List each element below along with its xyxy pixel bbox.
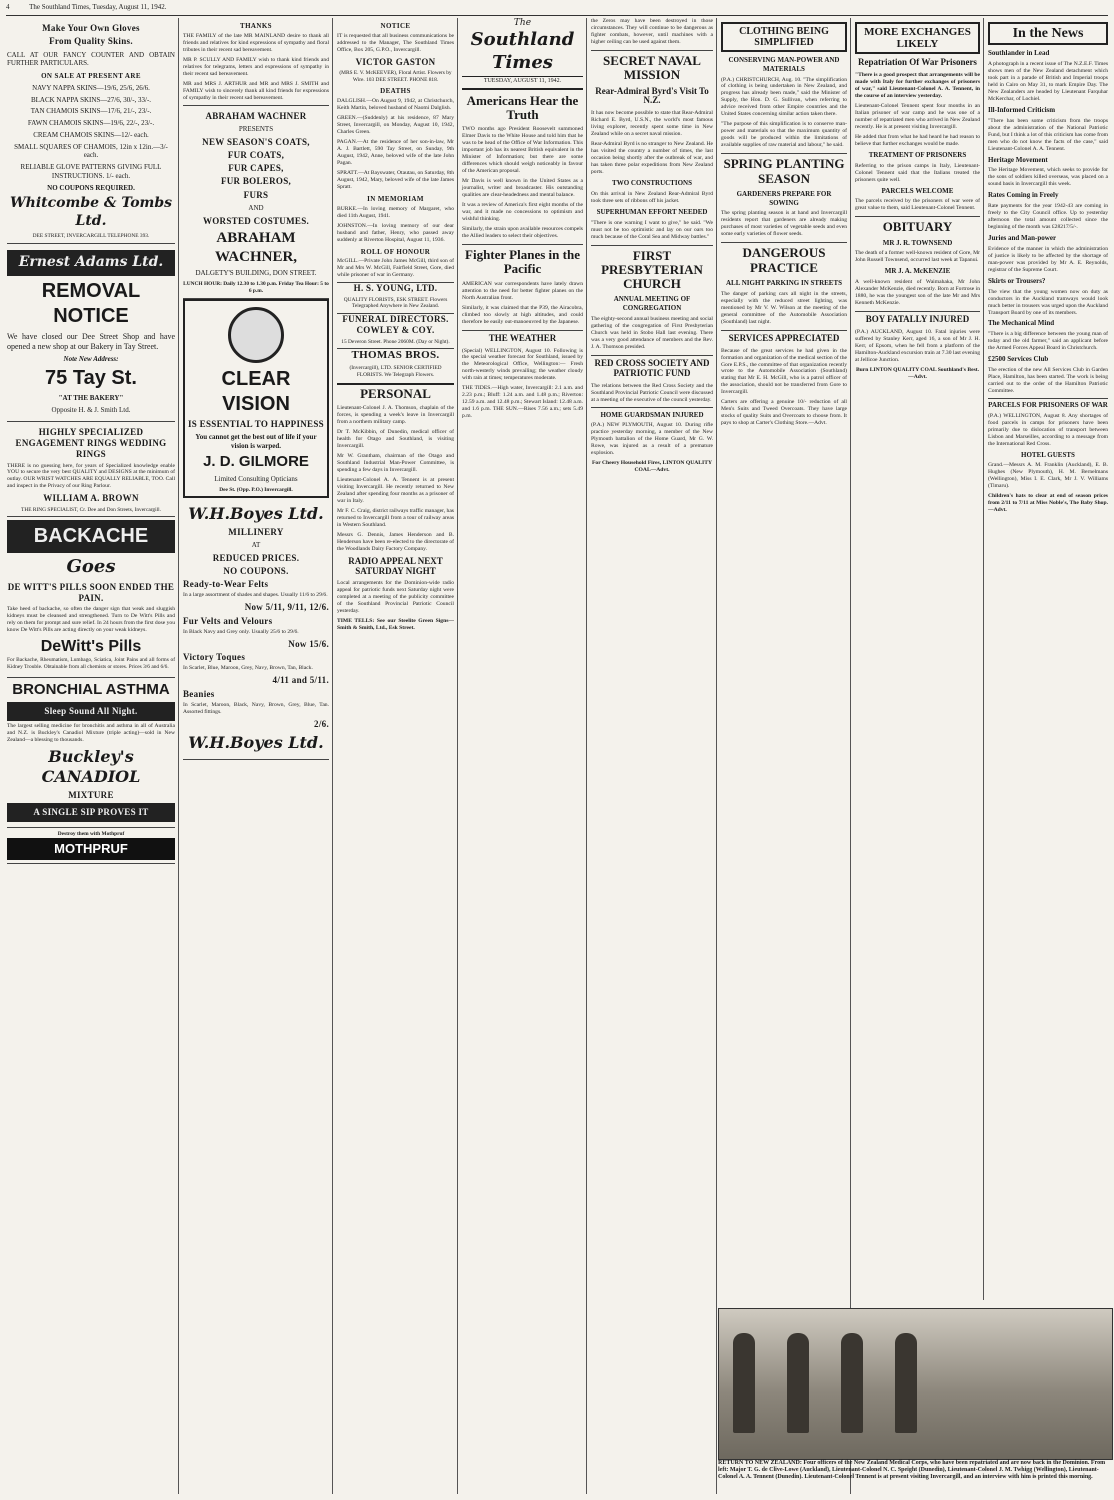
deaths-heading: DEATHS (380, 87, 411, 96)
essential-line: IS ESSENTIAL TO HAPPINESS (188, 418, 324, 429)
notice-body: IT is requested that all business communications be addressed to the Manager, The Southland Times Office, Box 205, G.P.O., Invercargill. (337, 32, 454, 53)
spring-planting-headline: SPRING PLANTING SEASON (721, 153, 847, 186)
home-guard-headline: HOME GUARDSMAN INJURED (591, 407, 713, 420)
folio-line (6, 3, 1108, 16)
whitcombe-tombs-address: DEE STREET, INVERCARGILL TELEPHONE 393. (32, 233, 150, 240)
presbyterian-subheadline: ANNUAL MEETING OF CONGREGATION (613, 295, 691, 313)
rings-headline: HIGHLY SPECIALIZED ENGAGEMENT RINGS WEDDING RINGS (15, 426, 167, 460)
dangerous-practice-headline: DANGEROUS PRACTICE (721, 242, 847, 275)
page-number: 4 (6, 3, 10, 11)
beanies-body: In Scarlet, Maroon, Black, Navy, Brown, Grey, Blue, Tan. Assorted fittings. (183, 701, 329, 715)
jeweller-name: WILLIAM A. BROWN (43, 493, 139, 504)
death-notice: SPRATT.—At Bayswater, Otautau, on Saturday, 8th August, 1942, Mary, beloved wife of the late James Spratt. (337, 170, 454, 191)
gilmore-name: J. D. GILMORE (203, 453, 309, 471)
radio-appeal-body: Local arrangements for the Dominion-wide radio appeal for patriotic funds next Saturday night were completed at a meeting of the publicity committee of the Southland Provincial Patriotic Council yesterday. (337, 580, 454, 615)
gilmore-address: Dee St. (Opp. P.O.) Invercargill. (219, 486, 293, 493)
parcels-welcome-heading: PARCELS WELCOME (881, 186, 954, 195)
in-the-news-heading: In the News (988, 22, 1108, 45)
boyes-logo: W.H.Boyes Ltd. (188, 503, 324, 523)
news-item-heading: Rates Coming in Freely (988, 191, 1059, 200)
two-constructions-heading: TWO CONSTRUCTIONS (612, 179, 692, 188)
thanks-notice: MR P. SCULLY AND FAMILY wish to thank kind friends and relatives for telegrams, letters and expressions of sympathy in their recent sad bereavement. (183, 56, 329, 77)
repatriation-paragraph: Lieutenant-Colonel Tennent spent four months in an Italian prisoner of war camp and he was one of a number of repatriated men who arrived in New Zealand recently. He is at present visiting Invercargill. (855, 103, 980, 130)
ernest-adams-logo: Ernest Adams Ltd. (7, 250, 175, 276)
sale-item: NAVY NAPPA SKINS—19/6, 25/6, 26/6. (32, 83, 150, 92)
velvets-heading: Fur Velts and Velours (183, 615, 273, 626)
toques-heading: Victory Toques (183, 652, 246, 663)
parcels-headline: PARCELS FOR PRISONERS OF WAR (988, 398, 1108, 410)
death-notice: DALGLISH.—On August 9, 1942, at Christchurch, Keith Martin, beloved husband of Naomi Dalglish. (337, 98, 454, 112)
reduced-prices: REDUCED PRICES. (212, 552, 300, 563)
editorial-paragraph: Mr Davis is well known in the United States as a journalist, writer and broadcaster. His outstanding qualities are clear-headedness and mental balance. (462, 178, 583, 199)
personal-item: Mr W. Grantham, chairman of the Otago and Southland Industrial Man-Power Committee, is spending a few days in Invercargill. (337, 452, 454, 473)
in-the-news-list (988, 49, 1108, 394)
sale-item: FAWN CHAMOIS SKINS—19/6, 22/-, 23/-. (27, 119, 155, 127)
editorial-headline: Americans Hear the Truth (466, 92, 579, 123)
officer-figure (895, 1333, 917, 1433)
honour-heading: ROLL OF HONOUR (360, 247, 431, 256)
sleep-sound-banner: Sleep Sound All Night. (7, 702, 175, 721)
column-2-notices (180, 18, 333, 1494)
thanks-notice: THE FAMILY of the late MR MAINLAND desire to thank all friends and relatives for kind expressions of sympathy and floral tributes in their recent sad bereavement. (183, 32, 329, 53)
masthead-date: TUESDAY, AUGUST 11, 1942. (462, 76, 583, 86)
officers-photo (718, 1308, 1113, 1460)
death-notice: GREEN.—(Suddenly) at his residence, 87 Mary Street, Invercargill, on Monday, August 10, 1942, Charles Green. (337, 115, 454, 136)
thomas-name: THOMAS BROS. (337, 348, 454, 363)
obituary-name: MR J. R. TOWNSEND (882, 238, 953, 247)
wachner-logo: ABRAHAM WACHNER, (214, 229, 298, 265)
personal-item: Messrs G. Dennis, James Henderson and B. Henderson have been re-elected to the directorate of the Woodlands Dairy Factory Company. (337, 531, 454, 552)
vision-body: You cannot get the best out of life if your vision is warped. (195, 432, 317, 450)
removal-body: We have closed our Dee Street Shop and have opened a new shop at our Bakery in Tay Street. (7, 331, 175, 351)
editorial-paragraph: TWO months ago President Roosevelt summoned Elmer Davis to the White House and told him that he was to be head of the Office of War Information. This important job has its nearest British equivalent in the Minister of Information; but there are some differences which should weigh noticeably in favour of the American proposal. (462, 126, 583, 175)
funeral-name: FUNERAL DIRECTORS. COWLEY & COY. (337, 313, 454, 337)
new-address: 75 Tay St. (45, 367, 137, 390)
jeweller-address: THE RING SPECIALIST, Cr. Dee and Don Streets, Invercargill. (21, 506, 161, 513)
two-constructions-body: On this arrival in New Zealand Rear-Admiral Byrd took three sets of ribbons off his jacket. (591, 190, 713, 204)
asthma-ad (7, 678, 175, 828)
time-tells-ad: TIME TELLS: See our Steelite Green Signs—Smith & Smith, Ltd., Esk Street. (337, 618, 454, 632)
treatment-heading: TREATMENT OF PRISONERS (868, 150, 967, 159)
spring-planting-subheadline: GARDENERS PREPARE FOR SOWING (736, 189, 832, 207)
wachner-item: WORSTED COSTUMES. (202, 215, 310, 226)
coupons-note: NO COUPONS REQUIRED. (47, 183, 135, 192)
superhuman-heading: SUPERHUMAN EFFORT NEEDED (596, 207, 708, 216)
personal-item: Lieutenant-Colonel J. A. Thomson, chaplain of the forces, is spending a week's leave in Invercargill from a northern military camp. (337, 404, 454, 425)
byrd-subheadline: Rear-Admiral Byrd's Visit To N.Z. (595, 85, 709, 106)
felts-body: In a large assortment of shades and shapes. Usually 11/6 to 29/6. (183, 592, 328, 599)
backache-heading: BACKACHE (7, 520, 175, 553)
gloves-headline: Make Your Own Gloves (42, 23, 140, 33)
editorial-paragraph: Similarly, the strain upon available resources compels the Allied leaders to select their objectives. (462, 226, 583, 240)
bakery-location: Opposite H. & J. Smith Ltd. (51, 406, 131, 414)
parcels-welcome-body: The parcels received by the prisoners of war were of great value to them, said Lieutenant-Colonel Tennent. (855, 198, 980, 212)
column-3-classifieds (334, 18, 458, 1494)
news-item-body: The view that the young women now on duty as conductors in the Auckland tramways would look much better in trousers was urged upon the Auckland Transport Board by one of its members. (988, 288, 1108, 316)
removal-ad (7, 244, 175, 422)
news-item-body: "There is a big difference between the young man of today and the old farmer," said an applicant before the Armed Forces Appeal Board in Christchurch. (988, 331, 1108, 352)
masthead-the: The (513, 18, 532, 28)
clothing-subheadline: CONSERVING MAN-POWER AND MATERIALS (728, 56, 840, 73)
officer-figure (733, 1333, 755, 1433)
fighter-paragraph: AMERICAN war correspondents have lately drawn attention to the need for better fighter planes on the North Australian front. (462, 280, 583, 301)
repatriation-lead: "There is a good prospect that arrangements will be made with Italy for further exchanges of prisoners of war," said Lieutenant-Colonel A. A. Tennent, in the course of an interview yesterday. (855, 72, 980, 100)
patterns-note: RELIABLE GLOVE PATTERNS GIVING FULL INSTRUCTIONS. 1/- each. (20, 163, 162, 180)
presents-label: PRESENTS (238, 124, 274, 133)
new-address-label: Note New Address: (63, 354, 119, 363)
wachner-item: AND (248, 203, 264, 212)
buckleys-logo: Buckley's CANADIOL (41, 746, 141, 786)
spring-planting-body: The spring planting season is at hand and Invercargill residents report that gardeners are already making purchases of most varieties of vegetable seeds and even some early varieties of flower seeds. (721, 210, 847, 238)
obituary-heading: OBITUARY (855, 216, 980, 234)
obituary-name: MR J. A. McKENZIE (884, 267, 951, 276)
wachner-item: FUR CAPES, (228, 163, 284, 174)
sale-item: TAN CHAMOIS SKINS—17/6, 21/-, 23/-. (30, 107, 152, 116)
repatriation-subheadline: Repatriation Of War Prisoners (858, 57, 977, 68)
column-1-ads (4, 18, 179, 1494)
clothing-paragraph: (P.A.) CHRISTCHURCH, Aug. 10. "The simplification of clothing is being undertaken in New Zealand, and progress has already been made," said the Minister of Supply, the Hon. D. G. Sullivan, when referring to advice received from other Empire countries and the United States concerning similar action taken there. (721, 76, 847, 118)
toques-body: In Scarlet, Blue, Maroon, Grey, Navy, Brown, Tan, Black. (183, 665, 313, 672)
services-appreciated-body: Because of the great services he had given in the formation and organization of the medical section of the Gore E.P.S., the committee of that organization recently wrote to the Automobile Association (Southland) stating that Mr E. H. McGill, who is a patrol officer of the association, should not be transferred from Gore to Invercargill. (721, 347, 847, 396)
news-item-heading: Heritage Movement (988, 155, 1048, 164)
boyes-logo: W.H.Boyes Ltd. (188, 733, 324, 753)
sale-item: CREAM CHAMOIS SKINS—12/- each. (33, 130, 149, 139)
gaston-name: VICTOR GASTON (355, 56, 436, 67)
clothing-paragraph: "The purpose of this simplification is to conserve man-power and materials so that the maximum quantity of goods will be produced within the limitations of available supplies of raw material and labour," he said. (721, 121, 847, 149)
millinery-heading: MILLINERY (228, 526, 284, 537)
folio-title: The Southland Times, Tuesday, August 11, 1942. (29, 3, 167, 11)
home-guard-body: (P.A.) NEW PLYMOUTH, August 10. During rifle practice yesterday morning, a member of the New Plymouth battalion of the Home Guard, Mr G. W. Rowe, was injured as a result of a premature explosion. (591, 422, 713, 457)
coal-ad: For Cheery Household Fires, LINTON QUALITY COAL—Advt. (592, 460, 712, 474)
column-6-news (718, 18, 851, 1494)
bronchial-body: The largest selling medicine for bronchitis and asthma in all of Australia and N.Z. is Buckley's Canadiol Mixture (triple acting)—sold in New Zealand—a blessing to thousands. (7, 722, 175, 743)
mothpruf-logo: MOTHPRUF (7, 838, 175, 860)
coal-ad: Burn LINTON QUALITY COAL Southland's Best.—Advt. (855, 366, 980, 380)
removal-notice-heading: REMOVAL NOTICE (41, 279, 141, 327)
masthead (462, 18, 583, 90)
news-item-heading: Juries and Man-power (988, 234, 1057, 243)
beanies-heading: Beanies (183, 688, 215, 699)
officer-figure (841, 1333, 863, 1433)
news-item-body: Rate payments for the year 1942-43 are coming in freely to the City Council office. Up to yesterday afternoon the total amount collected since the beginning of the month was £28217/5/-. (988, 203, 1108, 231)
news-item-heading: The Mechanical Mind (988, 319, 1055, 328)
hotel-guests-body: Grand.—Messrs A. M. Franklin (Auckland), E. B. Hughes (New Plymouth), H. M. Bernelmans (Wellington), Miss I. E. Clark, Mr J. V. Williams (Timaru). (988, 462, 1108, 490)
news-item-heading: £2500 Services Club (988, 355, 1049, 364)
memoriam-notice: BURKE.—In loving memory of Margaret, who died 11th August, 1941. (337, 205, 454, 219)
obituary-body: The death of a former well-known resident of Gore, Mr John Russell Townsend, occurred last week at Tapanui. (855, 250, 980, 264)
backache-ad (7, 517, 175, 677)
sale-item: BLACK NAPPA SKINS—27/6, 30/-, 33/-. (30, 95, 152, 104)
no-coupons: NO COUPONS. (223, 565, 289, 576)
dewitt-tagline: DE WITT'S PILLS SOON ENDED THE PAIN. (7, 581, 175, 604)
clear-vision-heading: CLEAR VISION (221, 367, 291, 415)
continued-paragraph: the Zeros may have been destroyed in those circumstances. They will continue to be dangerous as fighter combats, however, until machines with a higher ceiling can be used against them. (591, 18, 713, 45)
mothpruf-tagline: Destroy them with Mothpruf (57, 831, 125, 838)
bronchial-heading: BRONCHIAL ASTHMA (12, 680, 170, 698)
red-cross-body: The relations between the Red Cross Society and the Southland Provincial Patriotic Council were discussed at a meeting of the executive of the council yesterday. (591, 382, 713, 403)
carters-ad: Carters are offering a genuine 10/- reduction of all Men's Suits and Tweed Overcoats. They have large stocks of quality Suits and Overcoats to choose from. It pays to shop at Carter's Clothing Store.—Advt. (721, 399, 847, 427)
news-item-body: Evidence of the manner in which the administration of justice is likely to be affected by the shortage of man-power was provided by Mr A. E. Reynolds, registrar of the Supreme Court. (988, 245, 1108, 273)
column-7-news (852, 18, 984, 1300)
toques-price: 4/11 and 5/11. (272, 675, 329, 686)
gilmore-sub: Limited Consulting Opticians (214, 475, 298, 484)
services-appreciated-headline: SERVICES APPRECIATED (721, 330, 847, 344)
beanies-price: 2/6. (314, 718, 329, 729)
personal-item: Dr T. McKibbin, of Dunedin, medical officer of health for Otago and Southland, is visiting Invercargill. (337, 428, 454, 449)
repatriation-paragraph: He added that from what he had heard he had reason to believe that further exchanges would be made. (855, 133, 980, 147)
notice-heading: NOTICE (380, 22, 411, 30)
presbyterian-body: The eighty-second annual business meeting and social gathering of the congregation of First Presbyterian Church was held in Stobo Hall last evening. There was a very good attendance of members and the Rev. J. A. Thomson presided. (591, 315, 713, 350)
wachner-coats-ad (183, 105, 329, 299)
column-5-news (588, 18, 717, 1494)
personal-item: Mr F. C. Craig, district railways traffic manager, has returned to Invercargill from a tour of railway areas in Western Southland. (337, 507, 454, 528)
weather-heading: THE WEATHER (462, 330, 583, 344)
news-item-body: A photograph in a recent issue of The N.Z.E.F. Times shows men of the New Zealand detachment which took part in a parade of British and Imperial troops held in Cairo on May 31, to mark Empire Day. The New Zealanders are headed by Lieutenant Farquhar McKerchar, of Lochiel. (988, 61, 1108, 103)
wachner-item: FURS (243, 189, 269, 200)
column-4-editorial (459, 18, 587, 1494)
dangerous-practice-body: The danger of parking cars all night in the streets, especially with the reduced street lighting, was mentioned by Mr V. W. Wilson at the meeting of the general committee of the Automobile Association (Southland) last night. (721, 290, 847, 325)
byrd-paragraph: Rear-Admiral Byrd is no stranger to New Zealand. He has visited the country a number of times, the last occasion being shortly after the outbreak of war, and has taken three polar expeditions from New Zealand ports. (591, 141, 713, 176)
baby-shop-ad: Children's hats to clear at end of season prices from 2/11 to 7/11 at Miss Noble's, The Baby Shop.—Advt. (988, 493, 1108, 514)
hotel-guests-heading: HOTEL GUESTS (1021, 450, 1075, 459)
tides-body: THE TIDES.—High water, Invercargill: 2.1 a.m. and 2.23 p.m.; Bluff: 1.24 a.m. and 1.48 p.m.; Riverton: 12.59 a.m. and 12.48 p.m.; Stewart Island: 12.48 a.m. and 1.6 p.m. THE SUN.—Rises 7.56 a.m.; sets 5.49 p.m. (462, 385, 583, 420)
single-sip-banner: A SINGLE SIP PROVES IT (7, 803, 175, 822)
column-8-news (985, 18, 1111, 1300)
gilmore-ad (183, 299, 329, 498)
boy-injured-headline: BOY FATALLY INJURED (855, 311, 980, 325)
rings-body: THERE is no guessing here, for years of Specialized knowledge enable YOU to secure the very best QUALITY and DESIGNS at the minimum of outlay. OUR WRIST WATCHES ARE EQUALLY RELIABLE, TOO. Call and inspect in the Privacy of our Ring Parlour. (7, 462, 175, 490)
gaston-sub: (MRS E. V. McKEEVER), Floral Artist. Flowers by Wire. 103 DEE STREET. PHONE 818. (339, 69, 452, 83)
gloves-body: CALL AT OUR FANCY COUNTER AND OBTAIN FURTHER PARTICULARS. (7, 50, 175, 68)
superhuman-body: "There is one warning I want to give," he said. "We must not be too optimistic and lay on our oars too much because of the Coral Sea and Midway battles." (591, 219, 713, 240)
news-item-heading: Skirts or Trousers? (988, 276, 1046, 285)
backache-body: Take heed of backache, so often the danger sign that weak and sluggish kidneys must be cleansed and strengthened. Turn to De Witt's Pills and rely on them for prompt and sure relief. In 24 hours from the first dose you know De Witt's Pills are acting directly on your weak kidneys. (7, 606, 175, 634)
eye-icon (228, 307, 284, 363)
memoriam-notice: JOHNSTON.—In loving memory of our dear husband and father, Henry, who passed away suddenly at Riverton Hospital, August 11, 1936. (337, 222, 454, 243)
sale-heading: ON SALE AT PRESENT ARE (41, 72, 141, 80)
wachner-address: DALGETY'S BUILDING, DON STREET. (195, 269, 317, 278)
dewitt-pills-logo: DeWitt's Pills (40, 638, 142, 656)
at-word: AT (251, 540, 261, 549)
wachner-name: ABRAHAM WACHNER (205, 110, 307, 121)
felts-heading: Ready-to-Wear Felts (183, 579, 269, 590)
news-item-body: The erection of the new All Services Club in Garden Place, Hamilton, has been started. The work is being carried out to the order of the Hamilton Patriotic Committee. (988, 366, 1108, 394)
news-item-body: "There has been some criticism from the troops about the administration of the National Patriotic Fund, but I think a lot of this criticism has come from men who do not know the facts of the case," said Lieutenant-Colonel A. A. Tennent. (988, 117, 1108, 152)
dangerous-practice-subheadline: ALL NIGHT PARKING IN STREETS (725, 278, 843, 287)
dewitt-uses: For Backache, Rheumatism, Lumbago, Sciatica, Joint Pains and all forms of Kidney Trouble. Obtainable from all chemists or stores. Prices 3/6 and 6/6. (7, 657, 175, 671)
fighter-paragraph: Similarly, it was claimed that the P39, the Airacobra, climbed too slowly at high altitudes, and could therefore be easily out-manoeuvred by the Japanese. (462, 304, 583, 325)
gloves-ad (7, 18, 175, 244)
death-notice: PAGAN.—At the residence of her son-in-law, Mr A. J. Bartlett, 590 Tay Street, on Sunday, 9th August, 1942, Anne, beloved wife of the late John Pagan. (337, 139, 454, 167)
wachner-item: FUR BOLEROS, (220, 176, 292, 187)
lunch-hours: LUNCH HOUR: Daily 12.30 to 1.30 p.m. Friday Tea Hour: 5 to 6 p.m. (183, 281, 329, 294)
parcels-body: (P.A.) WELLINGTON, August 8. Any shortages of food parcels in camps for prisoners have been primarily due to dislocation of transport between Lisbon and Marseilles, according to a message from the International Red Cross. (988, 412, 1108, 447)
byrd-paragraph: It has now become possible to state that Rear-Admiral Richard E. Byrd, U.S.N., the world's most famous living explorer, recently spent some time in New Zealand while on a secret naval mission. (591, 110, 713, 138)
mixture-label: MIXTURE (68, 789, 114, 800)
mothpruf-ad (7, 828, 175, 864)
clothing-headline: CLOTHING BEING SIMPLIFIED (721, 22, 847, 52)
secret-mission-headline: SECRET NAVAL MISSION (591, 50, 713, 83)
boy-injured-body: (P.A.) AUCKLAND, August 10. Fatal injuries were suffered by Stanley Kerr, aged 16, a son of Mr J. H. Kerr, of Epsom, when he fell from a platform of the Hamilton-Auckland excursion train at 7.30 last evening at Jellicoe Junction. (855, 328, 980, 363)
news-item-heading: Ill-Informed Criticism (988, 106, 1056, 115)
bakery-label: "AT THE BAKERY" (58, 394, 124, 403)
fighter-planes-headline: Fighter Planes in the Pacific (462, 244, 583, 277)
whitcombe-tombs-logo: Whitcombe & Tombs Ltd. (9, 195, 173, 229)
memoriam-heading: IN MEMORIAM (367, 195, 424, 204)
honour-notice: McGILL.—Private John James McGill, third son of Mr and Mrs W. McGill, Fairfield Street, Gore, died while prisoner of war in Germany. (337, 258, 454, 279)
presbyterian-headline: FIRST PRESBYTERIAN CHURCH (591, 245, 713, 292)
treatment-body: Referring to the prison camps in Italy, Lieutenant-Colonel Tennent said that the Italians treated the prisoners quite well. (855, 162, 980, 183)
boyes-millinery-ad (183, 498, 329, 760)
felts-price: Now 5/11, 9/11, 12/6. (244, 602, 329, 613)
more-exchanges-headline: MORE EXCHANGES LIKELY (855, 22, 980, 54)
photo-caption: RETURN TO NEW ZEALAND: Four officers of the New Zealand Medical Corps, who have been repatriated and are now back in the Dominion. From left: Major T. G. de Clive-Lowe (Auckland), Lieutenant-Colonel N. C. Speight (Dunedin), Lieutenant-Colonel J. M. Twhigg (Wellington), Lieutenant-Colonel A. A. Tennent (Dunedin). Lieutenant-Colonel Tennent is at present visiting Invercargill, and an interview with him is printed this morning. (718, 1460, 1106, 1481)
funeral-sub: 15 Deveron Street. Phone 2060M. (Day or Night). (341, 338, 450, 345)
red-cross-headline: RED CROSS SOCIETY AND PATRIOTIC FUND (591, 355, 713, 379)
young-sub: QUALITY FLORISTS, ESK STREET. Flowers Telegraphed Anywhere in New Zealand. (343, 296, 448, 310)
wachner-item: NEW SEASON'S COATS, (202, 136, 310, 147)
velvets-body: In Black Navy and Grey only. Usually 25/6 to 29/6. (183, 628, 299, 635)
masthead-title: Southland Times (470, 29, 575, 73)
thanks-heading: THANKS (240, 22, 272, 30)
officer-figure (787, 1333, 809, 1433)
editorial-paragraph: It was a review of America's first eight months of the war, and it made no concessions to optimism and wishful thinking. (462, 202, 583, 223)
thanks-notice: MR and MRS J. ARTHUR and MR and MRS J. SMITH and FAMILY wish to sincerely thank all kind friends for expressions of sympathy in their recent sad bereavement. (183, 80, 329, 101)
sale-list (7, 84, 175, 160)
personal-heading: PERSONAL (337, 383, 454, 401)
weather-body: (Special) WELLINGTON, August 10. Following is the special weather forecast for Southland, issued by the Meteorological Office, Wellington:— Fresh north-westerly winds prevailing; the weather cloudy with rain at times; temperatures moderate. (462, 347, 583, 382)
news-item-heading: Southlander in Lead (988, 49, 1050, 58)
young-name: H. S. YOUNG, LTD. (337, 282, 454, 294)
sale-item: SMALL SQUARES OF CHAMOIS, 12in x 12in.—3/- each. (14, 142, 168, 160)
goes-word: Goes (66, 556, 116, 578)
thomas-sub: (Invercargill), LTD. SENIOR CERTIFIED FLORISTS. We Telegraph Flowers. (349, 365, 442, 378)
radio-appeal-heading: RADIO APPEAL NEXT SATURDAY NIGHT (348, 555, 443, 576)
wachner-item: FUR COATS, (227, 149, 285, 160)
gloves-subheadline: From Quality Skins. (49, 36, 133, 47)
rings-ad (7, 422, 175, 518)
velvets-price: Now 15/6. (288, 638, 329, 649)
news-item-body: The Heritage Movement, which seeks to provide for the sons of soldiers killed overseas, was placed on a sound basis in Invercargill this week. (988, 167, 1108, 188)
personal-item: Lieutenant-Colonel A. A. Tennent is at present visiting Invercargill. He recently returned to New Zealand after spending four months as a prisoner of war in Italy. (337, 476, 454, 504)
obituary-body: A well-known resident of Waimahaka, Mr John Alexander McKenzie, died recently. Born at Fortrose in 1880, he was the youngest son of the late Mr and Mrs Kenneth McKenzie. (855, 279, 980, 307)
